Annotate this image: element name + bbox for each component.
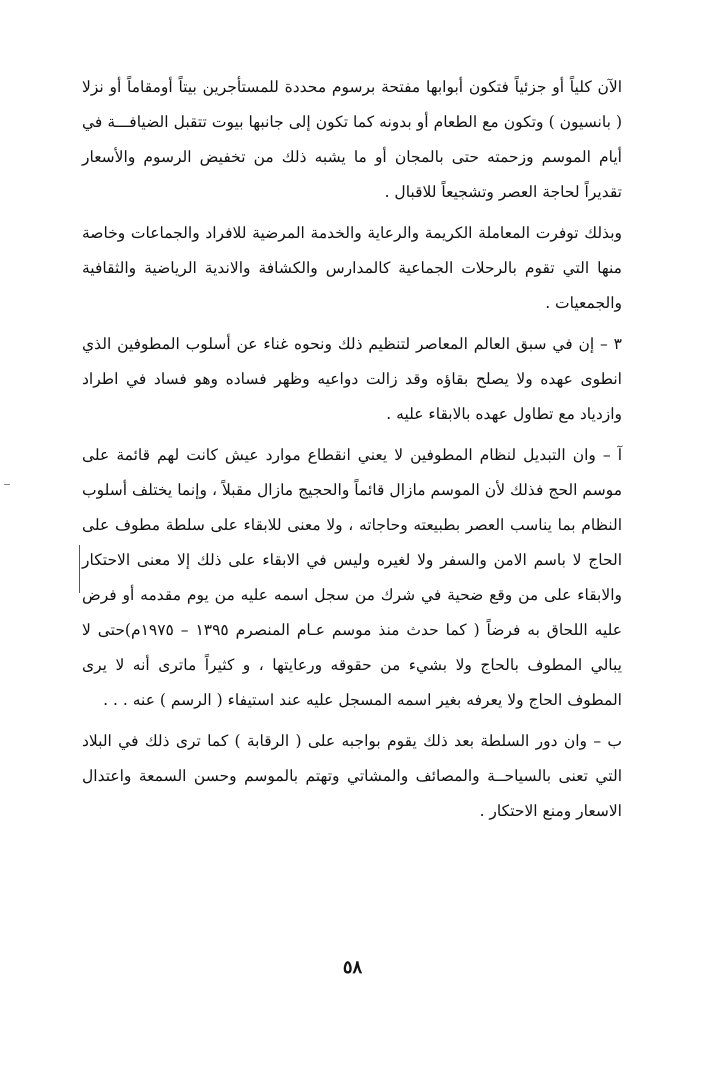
body-text <box>82 70 622 835</box>
scan-edge-mark <box>4 484 10 485</box>
margin-line-mark <box>79 545 80 593</box>
paragraph-point-a: آ – وان التبديل لنظام المطوفين لا يعني انقطاع موارد عيش كانت لهم قائمة على موسم الحج فذلك لأن الموسم مازال قائماً والحجيج مازال مقبلاً ، وإنما يختلف أسلوب النظام بما يناسب العصر بطبيعته وحاجاته ، ولا معنى للابقاء على سلطة مطوف على الحاج لا باسم الامن والسفر ولا لغيره وليس في الابقاء على ذلك إلا معنى الاحتكار والابقاء على من وقع ضحية في شرك من سجل اسمه عليه من يوم مقدمه أو فرض عليه اللحاق به فرضاً ( كما حدث منذ موسم عـام المنصرم ١٣٩٥ – ١٩٧٥م)حتى لا يبالي المطوف بالحاج ولا بشيء من حقوقه ورعايتها ، و كثيراً ماترى أنه لا يرى المطوف الحاج ولا يعرفه بغير اسمه المسجل عليه عند استيفاء ( الرسم ) عنه . . . <box>82 446 622 709</box>
paragraph-lodging: الآن كلياً أو جزئياً فتكون أبوابها مفتحة برسوم محددة للمستأجرين بيتاً أومقاماً أو نزلا ( بانسيون ) وتكون مع الطعام أو بدونه كما تكون إلى جانبها بيوت تتقبل الضيافـــة في أيام الموسم وزحمته حتى بالمجان أو ما يشبه ذلك من تخفيض الرسوم والأسعار تقديراً لحاجة العصر وتشجيعاً للاقبال . <box>82 78 622 201</box>
paragraph-point-b: ب – وان دور السلطة بعد ذلك يقوم بواجبه على ( الرقابة ) كما ترى ذلك في البلاد التي تعنى بالسياحــة والمصائف والمشاتي وتهتم بالموسم وحسن السمعة واعتدال الاسعار ومنع الاحتكار . <box>82 732 622 820</box>
paragraph-services: وبذلك توفرت المعاملة الكريمة والرعاية والخدمة المرضية للافراد والجماعات وخاصة منها التي تقوم بالرحلات الجماعية كالمدارس والكشافة والاندية الرياضية والثقافية والجمعيات . <box>82 224 622 312</box>
paragraph-point-3: ٣ – إن في سبق العالم المعاصر لتنظيم ذلك ونحوه غناء عن أسلوب المطوفين الذي انطوى عهده ولا يصلح بقاؤه وقد زالت دواعيه وظهر فساده وهو فساد في اطراد وازدياد مع تطاول عهده بالابقاء عليه . <box>82 335 622 423</box>
page-number: ٥٨ <box>342 957 363 978</box>
